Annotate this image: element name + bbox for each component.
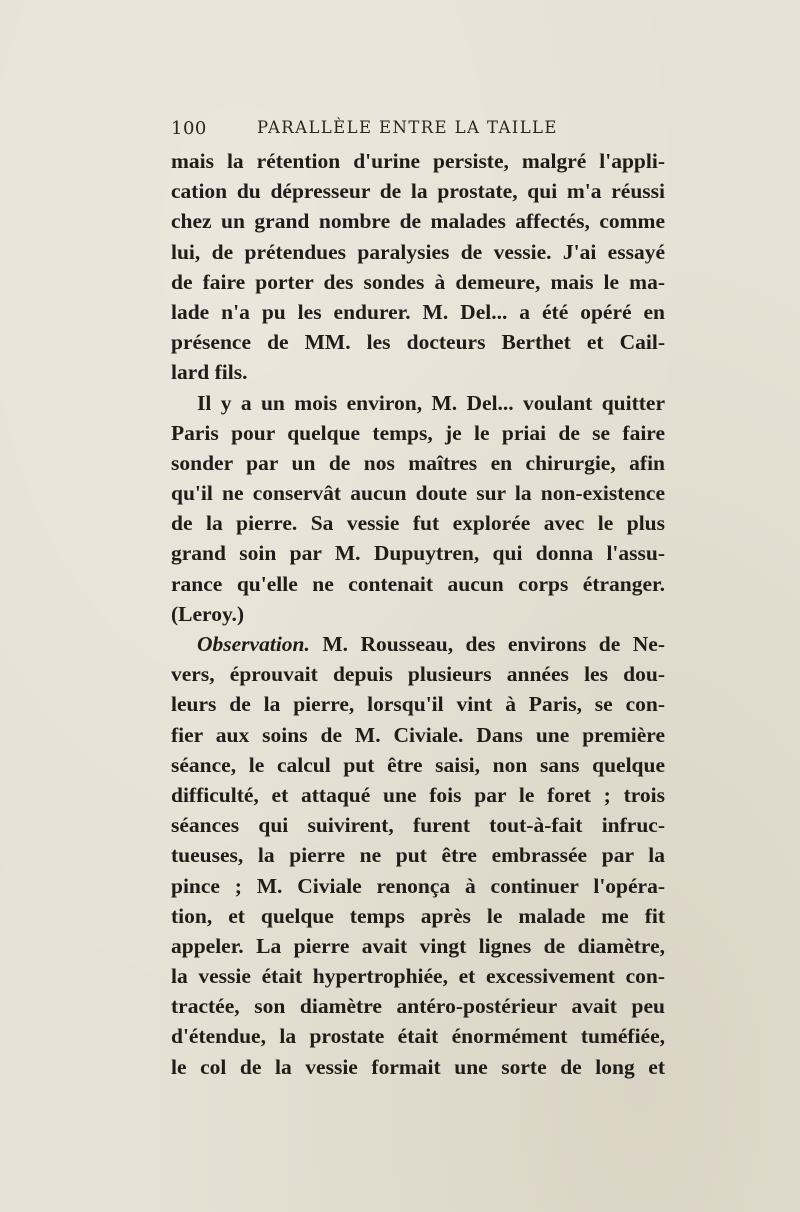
text-line: qu'il ne conservât aucun doute sur la non-existence [171,481,665,506]
text-line: cation du dépresseur de la prostate, qui m'a réussi [171,179,665,204]
text-line: (Leroy.) [171,601,245,626]
running-title: PARALLÈLE ENTRE LA TAILLE [257,118,558,137]
text-line: d'étendue, la prostate était énormément tuméfiée, [171,1024,665,1049]
text-line: tractée, son diamètre antéro-postérieur avait peu [171,994,665,1019]
page-header [171,118,665,142]
text-line: rance qu'elle ne contenait aucun corps étranger. [171,571,665,596]
text-line: vers, éprouvait depuis plusieurs années les dou- [171,662,665,687]
text-line: leurs de la pierre, lorsqu'il vint à Paris, se con- [171,692,665,717]
text-line: sonder par un de nos maîtres en chirurgie, afin [171,450,665,475]
text-line: présence de MM. les docteurs Berthet et Cail- [171,330,665,355]
observation-line [171,629,665,659]
text-line: de la pierre. Sa vessie fut explorée avec le plus [171,511,665,536]
text-line: Paris pour quelque temps, je le priai de se faire [171,420,665,445]
text-line: difficulté, et attaqué une fois par le foret ; trois [171,782,665,807]
text-line: la vessie était hypertrophiée, et excessivement con- [171,964,665,989]
observation-line-text: M. Rousseau, des environs de Ne- [322,632,665,656]
observation-heading: Observation. [197,632,310,656]
text-line: lui, de prétendues paralysies de vessie. J'ai essayé [171,239,665,264]
text-line: fier aux soins de M. Civiale. Dans une première [171,722,665,747]
text-line: mais la rétention d'urine persiste, malgré l'appli- [171,149,665,173]
text-line: de faire porter des sondes à demeure, mais le ma- [171,269,665,294]
text-line: séance, le calcul put être saisi, non sans quelque [171,752,665,777]
text-line: Il y a un mois environ, M. Del... voulant quitter [197,390,665,415]
body-text [171,146,665,1082]
text-line: lard fils. [171,360,248,385]
text-line: chez un grand nombre de malades affectés, comme [171,209,665,234]
page-number: 100 [171,118,207,139]
text-line: pince ; M. Civiale renonça à continuer l'opéra- [171,873,665,898]
text-line: appeler. La pierre avait vingt lignes de diamètre, [171,933,665,958]
text-line: tion, et quelque temps après le malade me fit [171,903,665,928]
text-line: tueuses, la pierre ne put être embrassée par la [171,843,665,868]
text-line: le col de la vessie formait une sorte de long et [171,1054,665,1079]
text-line: lade n'a pu les endurer. M. Del... a été opéré en [171,299,665,324]
text-line: grand soin par M. Dupuytren, qui donna l'assu- [171,541,665,566]
text-line: séances qui suivirent, furent tout-à-fait infruc- [171,813,665,838]
